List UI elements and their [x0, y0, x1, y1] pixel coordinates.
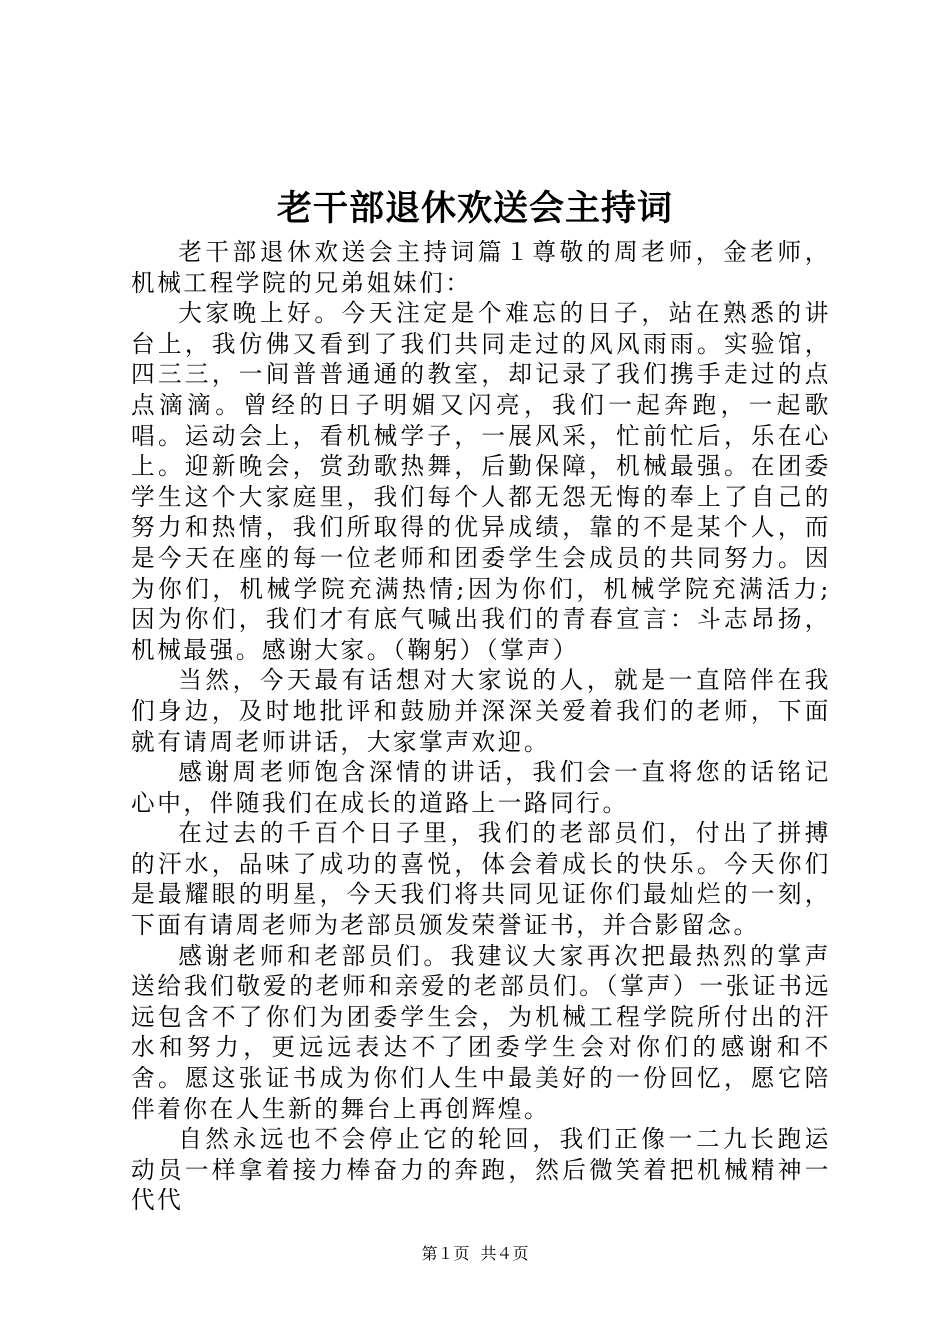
- paragraph: 自然永远也不会停止它的轮回，我们正像一二九长跑运动员一样拿着接力棒奋力的奔跑，然后微笑着把机械精神一代代: [131, 1125, 831, 1215]
- paragraph: 大家晚上好。今天注定是个难忘的日子，站在熟悉的讲台上，我仿佛又看到了我们共同走过的风风雨雨。实验馆，四三三，一间普普通通的教室，却记录了我们携手走过的点点滴滴。曾经的日子明媚又闪亮，我们一起奔跑，一起歌唱。运动会上，看机械学子，一展风采，忙前忙后，乐在心上。迎新晚会，赏劲歌热舞，后勤保障，机械最强。在团委学生这个大家庭里，我们每个人都无怨无悔的奉上了自己的努力和热情，我们所取得的优异成绩，靠的不是某个人，而是今天在座的每一位老师和团委学生会成员的共同努力。因为你们，机械学院充满热情;因为你们，机械学院充满活力;因为你们，我们才有底气喊出我们的青春宣言：斗志昂扬，机械最强。感谢大家。（鞠躬）（掌声）: [131, 299, 831, 664]
- page-total: 共４页: [480, 1244, 529, 1263]
- page-footer: [0, 1244, 950, 1264]
- paragraph: 感谢老师和老部员们。我建议大家再次把最热烈的掌声送给我们敬爱的老师和亲爱的老部员们。（掌声）一张证书远远包含不了你们为团委学生会，为机械工程学院所付出的汗水和努力，更远远表达不了团委学生会对你们的感谢和不舍。愿这张证书成为你们人生中最美好的一份回忆，愿它陪伴着你在人生新的舞台上再创辉煌。: [131, 941, 831, 1123]
- document-body: [131, 237, 831, 1216]
- document-title: 老干部退休欢送会主持词: [276, 188, 673, 229]
- page-number: 第１页: [421, 1244, 470, 1263]
- paragraph: 在过去的千百个日子里，我们的老部员们，付出了拼搏的汗水，品味了成功的喜悦，体会着成长的快乐。今天你们是最耀眼的明星，今天我们将共同见证你们最灿烂的一刻，下面有请周老师为老部员颁发荣誉证书，并合影留念。: [131, 819, 831, 940]
- paragraph: 老干部退休欢送会主持词篇１尊敬的周老师，金老师，机械工程学院的兄弟姐妹们：: [131, 238, 831, 297]
- paragraph: 感谢周老师饱含深情的讲话，我们会一直将您的话铭记心中，伴随我们在成长的道路上一路同行。: [131, 758, 831, 817]
- paragraph: 当然，今天最有话想对大家说的人，就是一直陪伴在我们身边，及时地批评和鼓励并深深关爱着我们的老师，下面就有请周老师讲话，大家掌声欢迎。: [131, 666, 831, 756]
